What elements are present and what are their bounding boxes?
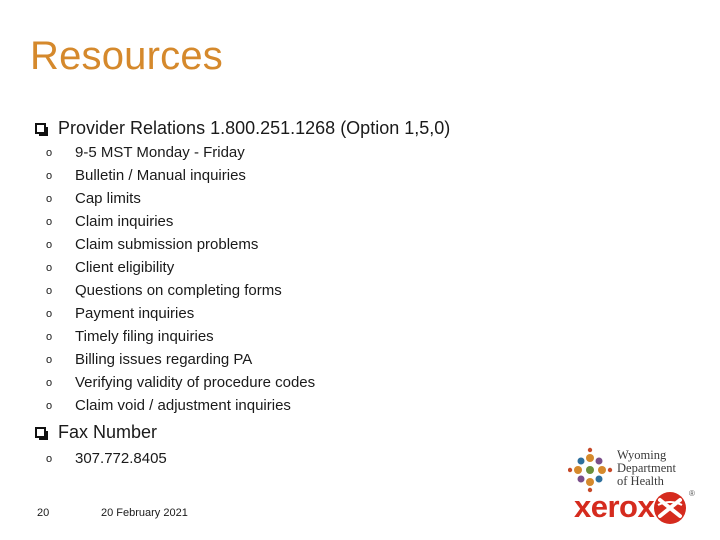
xerox-sphere-icon: [653, 491, 687, 525]
list-item: o 307.772.8405: [46, 450, 167, 467]
list-item: o 9-5 MST Monday - Friday: [46, 144, 245, 161]
list-item: o Cap limits: [46, 190, 141, 207]
circle-bullet-icon: o: [46, 215, 53, 228]
fax-number-list: [46, 447, 167, 470]
circle-bullet-icon: o: [46, 192, 53, 205]
circle-bullet-icon: o: [46, 238, 53, 251]
circle-bullet-icon: o: [46, 261, 53, 274]
circle-bullet-icon: o: [46, 146, 53, 159]
circle-bullet-icon: o: [46, 376, 53, 389]
section-heading: Provider Relations 1.800.251.1268 (Option 1,5,0): [58, 117, 451, 138]
xerox-logo-text: xerox: [574, 489, 655, 524]
circle-bullet-icon: o: [46, 307, 53, 320]
slide-title: Resources: [30, 34, 223, 78]
circle-bullet-icon: o: [46, 353, 53, 366]
list-item: o Bulletin / Manual inquiries: [46, 167, 246, 184]
square-bullet-icon: [35, 427, 46, 438]
list-item: o Timely filing inquiries: [46, 328, 214, 345]
circle-bullet-icon: o: [46, 330, 53, 343]
section-heading-row: [33, 116, 450, 140]
list-item: o Questions on completing forms: [46, 282, 282, 299]
circle-bullet-icon: o: [46, 169, 53, 182]
circle-bullet-icon: o: [46, 399, 53, 412]
list-item: o Billing issues regarding PA: [46, 351, 253, 368]
circle-bullet-icon: o: [46, 452, 53, 465]
section-fax-number: [33, 420, 157, 444]
provider-relations-list: [46, 141, 315, 417]
registered-mark: ®: [689, 489, 695, 498]
wyoming-health-logo-text: Wyoming Department of Health: [617, 448, 677, 488]
square-bullet-icon: [35, 123, 46, 134]
list-item: o Claim submission problems: [46, 236, 259, 253]
circle-bullet-icon: o: [46, 284, 53, 297]
section-heading-row: [33, 420, 157, 444]
list-item: o Client eligibility: [46, 259, 175, 276]
section-heading: Fax Number: [58, 421, 158, 442]
section-provider-relations: [33, 116, 450, 140]
page-number: 20: [37, 507, 50, 519]
list-item: o Claim void / adjustment inquiries: [46, 397, 291, 414]
list-item: o Payment inquiries: [46, 305, 195, 322]
list-item: o Claim inquiries: [46, 213, 174, 230]
footer-date: 20 February 2021: [101, 507, 188, 519]
list-item: o Verifying validity of procedure codes: [46, 374, 316, 391]
